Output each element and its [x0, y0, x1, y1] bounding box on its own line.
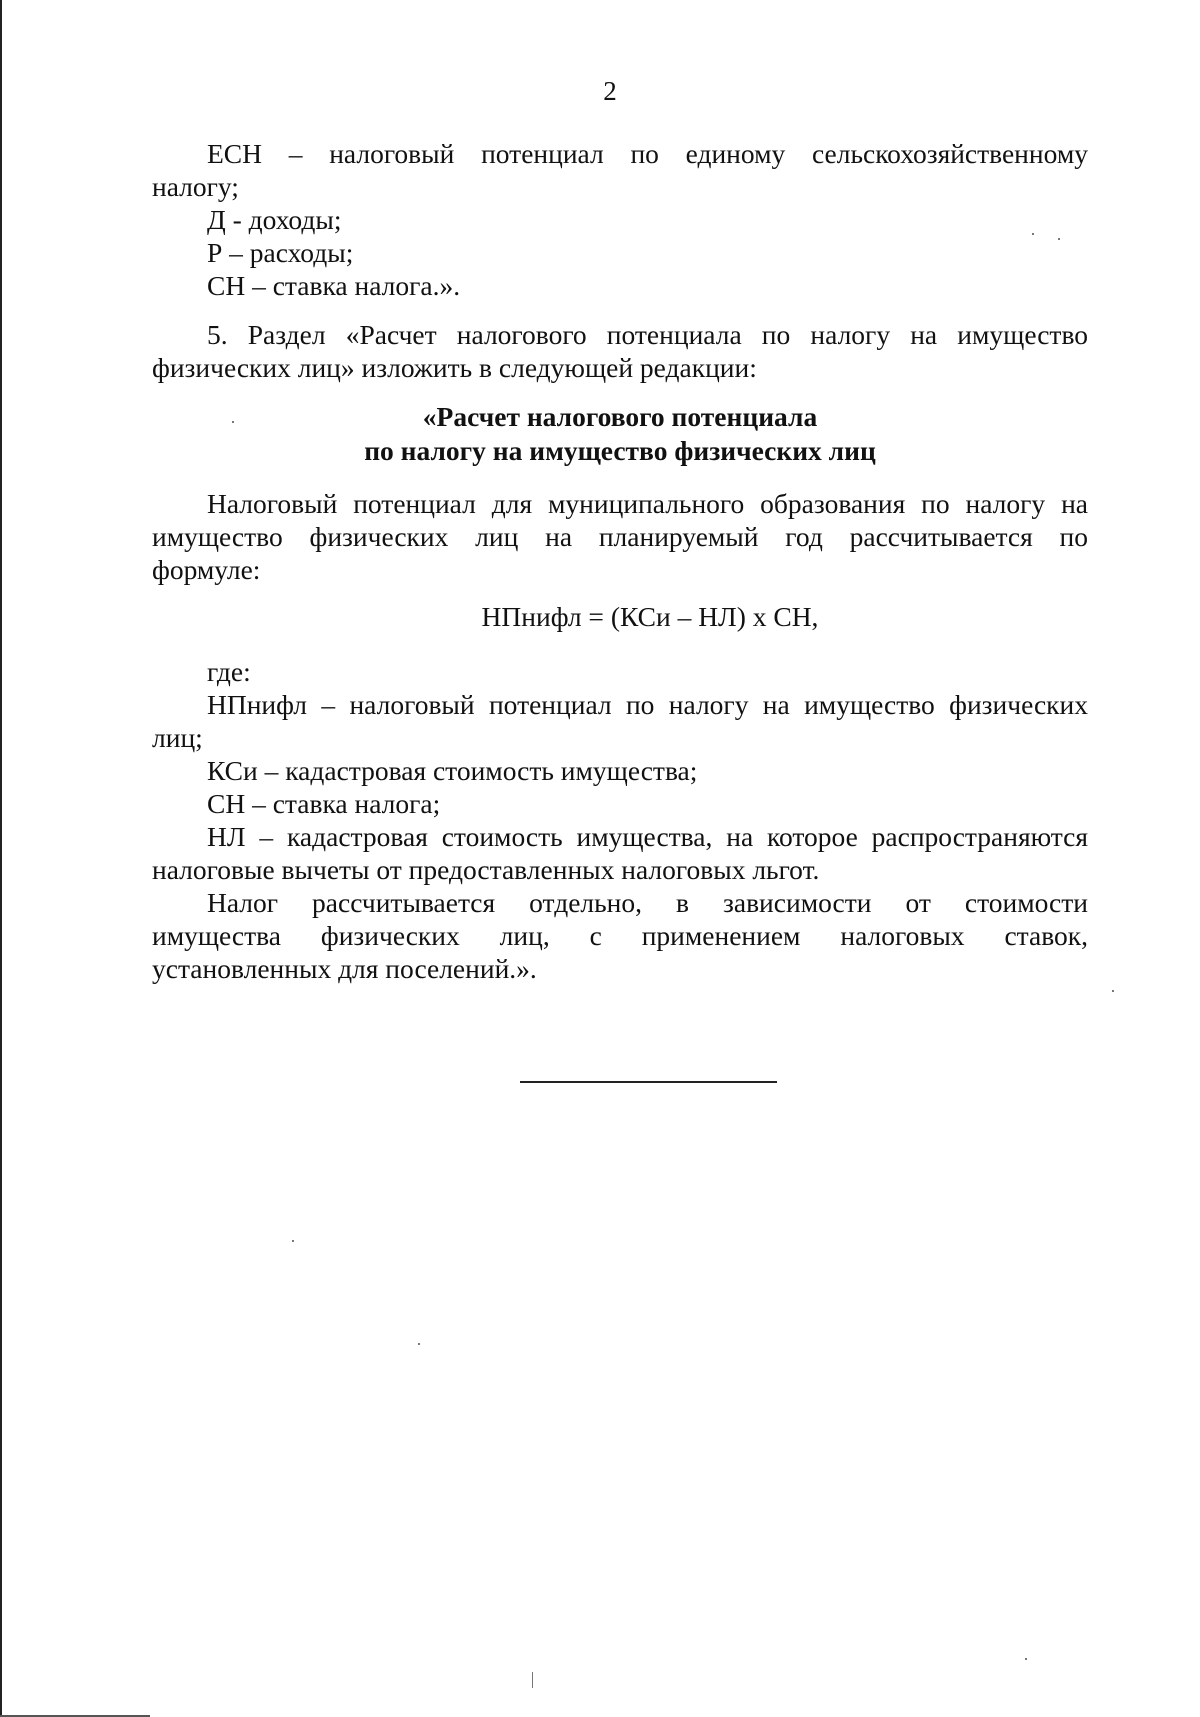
heading-line: «Расчет налогового потенциала — [422, 401, 818, 432]
esn-definitions — [152, 137, 1088, 302]
closing-rule — [520, 1081, 777, 1083]
text-line: налогу; — [152, 171, 239, 202]
text-line: физических лиц» изложить в следующей редакции: — [152, 352, 757, 383]
formula-definitions — [152, 655, 1088, 886]
scan-speck — [1058, 238, 1060, 240]
scan-speck — [1112, 990, 1114, 992]
text-line: НПнифл – налоговый потенциал по налогу на имущество физических — [207, 689, 1088, 720]
scan-left-edge — [0, 0, 2, 1717]
text-line: НЛ – кадастровая стоимость имущества, на которое распространяются — [207, 821, 1088, 852]
point-5-paragraph — [152, 318, 1088, 384]
text-line: СН – ставка налога; — [207, 788, 441, 819]
text-line: 5. Раздел «Расчет налогового потенциала по налогу на имущество — [207, 319, 1088, 350]
page-number: 2 — [603, 76, 617, 106]
text-line: Р – расходы; — [207, 237, 354, 268]
text-line: СН – ставка налога.». — [207, 270, 461, 301]
closing-paragraph — [152, 886, 1088, 985]
section-heading — [152, 400, 1088, 468]
text-line: ЕСН – налоговый потенциал по единому сельскохозяйственному — [207, 138, 1088, 169]
scan-speck — [418, 1343, 420, 1345]
text-line: где: — [207, 656, 251, 687]
text-line: имущества физических лиц, с применением налоговых ставок, — [152, 920, 1088, 951]
scan-speck — [532, 1672, 533, 1688]
formula: НПнифл = (КСи – НЛ) х СН, — [481, 601, 819, 632]
heading-line: по налогу на имущество физических лиц — [364, 435, 876, 466]
text-line: налоговые вычеты от предоставленных налоговых льгот. — [152, 854, 820, 885]
text-line: КСи – кадастровая стоимость имущества; — [207, 755, 698, 786]
text-line: лиц; — [152, 722, 203, 753]
scan-speck — [1032, 233, 1034, 235]
text-line: Налог рассчитывается отдельно, в зависимости от стоимости — [207, 887, 1088, 918]
scan-speck — [1025, 1658, 1027, 1660]
text-line: Налоговый потенциал для муниципального образования по налогу на — [207, 488, 1088, 519]
scan-speck — [292, 1240, 294, 1242]
text-line: формуле: — [152, 554, 261, 585]
text-line: установленных для поселений.». — [152, 953, 537, 984]
text-line: имущество физических лиц на планируемый год рассчитывается по — [152, 521, 1088, 552]
text-line: Д - доходы; — [207, 204, 342, 235]
intro-paragraph — [152, 487, 1088, 586]
scan-speck — [232, 421, 234, 423]
